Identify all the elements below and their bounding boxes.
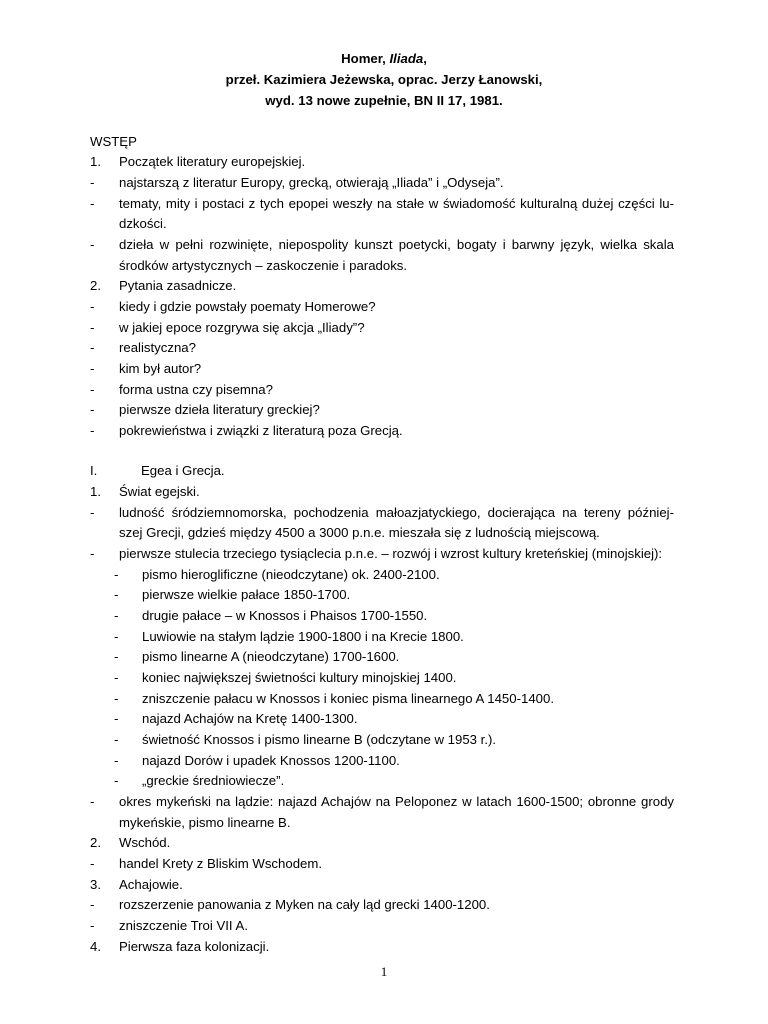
header-title-end: , — [423, 51, 427, 66]
item-text: pierwsze stulecia trzeciego tysiąclecia p.n.e. – rozwój i wzrost kultury kreteńskiej (minojskiej): — [119, 546, 663, 561]
bullet-marker: - — [114, 608, 119, 623]
item-text: w jakiej epoce rozgrywa się akcja „Iliady”? — [119, 320, 365, 335]
item-text: najazd Dorów i upadek Knossos 1200-1100. — [142, 753, 400, 768]
bullet-marker: - — [90, 237, 95, 252]
bullet-marker: - — [114, 691, 119, 706]
header-line-2: przeł. Kazimiera Jeżewska, oprac. Jerzy Łanowski, — [225, 72, 543, 87]
item-text: najazd Achajów na Kretę 1400-1300. — [142, 711, 358, 726]
item-text: realistyczna? — [119, 340, 196, 355]
bullet-marker: - — [114, 629, 119, 644]
item-marker: 1. — [90, 154, 101, 169]
item-text: Luwiowie na stałym lądzie 1900-1800 i na Krecie 1800. — [142, 629, 464, 644]
item-text: Świat egejski. — [119, 484, 200, 499]
item-text: koniec największej świetności kultury minojskiej 1400. — [142, 670, 457, 685]
item-text: pierwsze wielkie pałace 1850-1700. — [142, 587, 351, 602]
item-text: pokrewieństwa i związki z literaturą poza Grecją. — [119, 423, 403, 438]
header-line-3: wyd. 13 nowe zupełnie, BN II 17, 1981. — [265, 93, 503, 108]
item-text: tematy, mity i postaci z tych epopei weszły na stałe w świadomość kulturalną dużej części lu- — [119, 196, 674, 211]
bullet-marker: - — [90, 361, 95, 376]
bullet-marker: - — [90, 794, 95, 809]
item-text: kiedy i gdzie powstały poematy Homerowe? — [119, 299, 376, 314]
item-text: pierwsze dzieła literatury greckiej? — [119, 402, 320, 417]
item-text: rozszerzenie panowania z Myken na cały ląd grecki 1400-1200. — [119, 897, 490, 912]
bullet-marker: - — [114, 649, 119, 664]
bullet-marker: - — [114, 753, 119, 768]
page-number: 1 — [380, 964, 388, 979]
bullet-marker: - — [90, 320, 95, 335]
bullet-marker: - — [114, 773, 119, 788]
bullet-marker: - — [90, 299, 95, 314]
item-marker: I. — [90, 463, 98, 478]
item-text: środków artystycznych – zaskoczenie i paradoks. — [119, 258, 408, 273]
item-text: drugie pałace – w Knossos i Phaisos 1700-1550. — [142, 608, 428, 623]
item-text: dzieła w pełni rozwinięte, niepospolity kunszt poetycki, bogaty i barwny język, wielka skala — [119, 237, 674, 252]
item-text: pismo hieroglificzne (nieodczytane) ok. 2400-2100. — [142, 567, 440, 582]
bullet-marker: - — [90, 196, 95, 211]
bullet-marker: - — [114, 732, 119, 747]
item-text: Początek literatury europejskiej. — [119, 154, 306, 169]
bullet-marker: - — [90, 402, 95, 417]
bullet-marker: - — [90, 423, 95, 438]
bullet-marker: - — [114, 711, 119, 726]
item-text: Egea i Grecja. — [141, 463, 225, 478]
item-text: Wschód. — [119, 835, 171, 850]
bullet-marker: - — [90, 856, 95, 871]
line-text: WSTĘP — [90, 134, 137, 149]
bullet-marker: - — [90, 505, 95, 520]
item-text: handel Krety z Bliskim Wschodem. — [119, 856, 323, 871]
bullet-marker: - — [90, 340, 95, 355]
bullet-marker: - — [114, 670, 119, 685]
header-author: Homer, — [341, 51, 386, 66]
item-text: szej Grecji, gdzieś między 4500 a 3000 p.n.e. mieszała się z ludnością miejscową. — [119, 525, 600, 540]
item-text: ludność śródziemnomorska, pochodzenia małoazjatyckiego, docierająca na tereny później- — [119, 505, 674, 520]
item-text: „greckie średniowiecze”. — [142, 773, 285, 788]
item-text: kim był autor? — [119, 361, 202, 376]
item-text: okres mykeński na lądzie: najazd Achajów na Peloponez w latach 1600-1500; obronne grody — [119, 794, 674, 809]
bullet-marker: - — [90, 918, 95, 933]
bullet-marker: - — [90, 546, 95, 561]
item-marker: 4. — [90, 939, 101, 954]
item-text: zniszczenie pałacu w Knossos i koniec pisma linearnego A 1450-1400. — [142, 691, 554, 706]
item-text: zniszczenie Troi VII A. — [119, 918, 248, 933]
item-text: forma ustna czy pisemna? — [119, 382, 273, 397]
item-marker: 2. — [90, 835, 101, 850]
item-text: najstarszą z literatur Europy, grecką, otwierają „Iliada” i „Odyseja”. — [119, 175, 504, 190]
item-text: dzkości. — [119, 216, 167, 231]
bullet-marker: - — [114, 587, 119, 602]
bullet-marker: - — [90, 897, 95, 912]
item-text: Pierwsza faza kolonizacji. — [119, 939, 270, 954]
item-marker: 3. — [90, 877, 101, 892]
bullet-marker: - — [90, 382, 95, 397]
item-text: mykeńskie, pismo linearne B. — [119, 815, 291, 830]
header-line-1 — [0, 49, 768, 69]
bullet-marker: - — [114, 567, 119, 582]
item-text: Pytania zasadnicze. — [119, 278, 237, 293]
header-title: Iliada — [389, 51, 424, 66]
item-text: pismo linearne A (nieodczytane) 1700-1600. — [142, 649, 400, 664]
item-text: Achajowie. — [119, 877, 183, 892]
item-marker: 1. — [90, 484, 101, 499]
item-marker: 2. — [90, 278, 101, 293]
bullet-marker: - — [90, 175, 95, 190]
item-text: świetność Knossos i pismo linearne B (odczytane w 1953 r.). — [142, 732, 497, 747]
